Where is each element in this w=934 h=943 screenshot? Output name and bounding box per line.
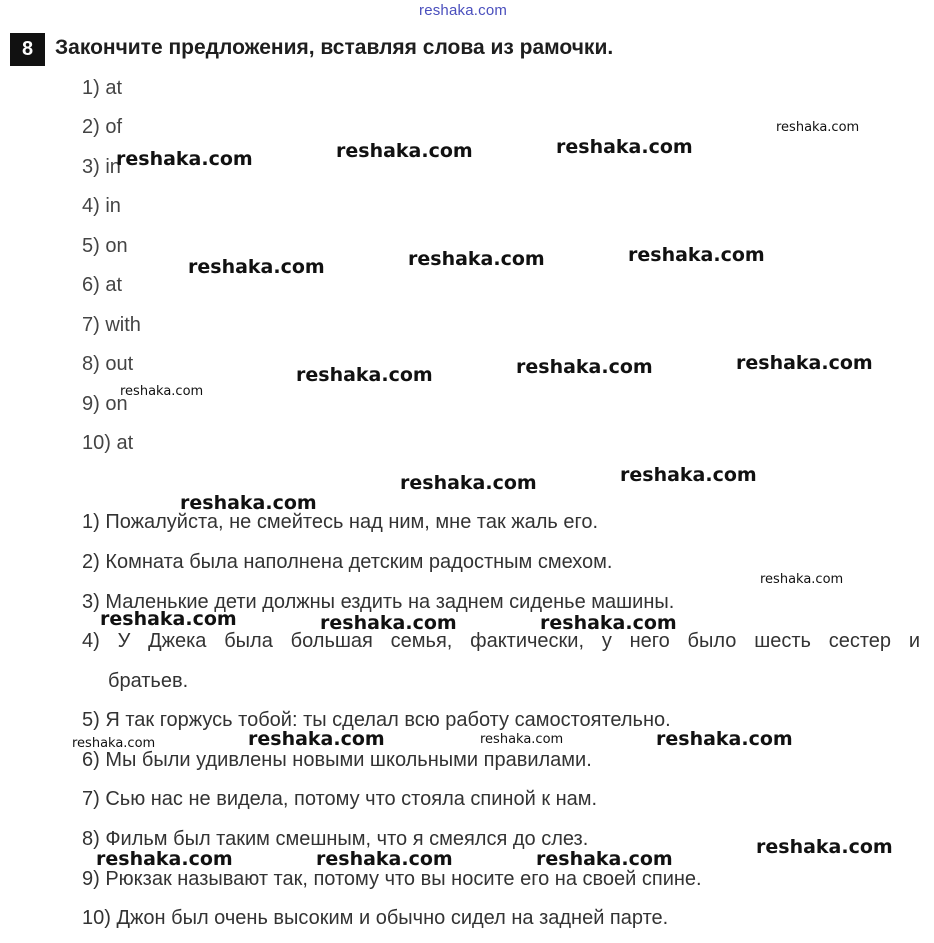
answer-item: 3) in <box>82 156 121 178</box>
watermark: reshaka.com <box>480 732 564 747</box>
watermark: reshaka.com <box>96 848 233 870</box>
watermark: reshaka.com <box>100 608 237 630</box>
watermark: reshaka.com <box>760 572 844 587</box>
watermark: reshaka.com <box>536 848 673 870</box>
watermark: reshaka.com <box>756 836 893 858</box>
task-title: Закончите предложения, вставляя слова из рамочки. <box>55 36 614 59</box>
watermark: reshaka.com <box>180 492 317 514</box>
watermark: reshaka.com <box>408 248 545 270</box>
sentence-item: 2) Комната была наполнена детским радостным смехом. <box>82 551 613 573</box>
sentence-item: 1) Пожалуйста, не смейтесь над ним, мне так жаль его. <box>82 511 599 533</box>
watermark: reshaka.com <box>556 136 693 158</box>
answer-item: 7) with <box>82 314 141 336</box>
watermark: reshaka.com <box>400 472 537 494</box>
watermark: reshaka.com <box>540 612 677 634</box>
answer-item: 8) out <box>82 353 134 375</box>
answer-item: 6) at <box>82 274 123 296</box>
sentence-item: 3) Маленькие дети должны ездить на заднем сиденье машины. <box>82 591 675 613</box>
watermark: reshaka.com <box>736 352 873 374</box>
answer-item: 1) at <box>82 77 123 99</box>
sentence-continuation: братьев. <box>108 670 189 692</box>
watermark: reshaka.com <box>72 736 156 751</box>
watermark: reshaka.com <box>296 364 433 386</box>
watermark: reshaka.com <box>120 384 204 399</box>
sentence-item: 8) Фильм был таким смешным, что я смеялся до слез. <box>82 828 589 850</box>
answer-item: 10) at <box>82 432 134 454</box>
watermark: reshaka.com <box>248 728 385 750</box>
watermark: reshaka.com <box>188 256 325 278</box>
watermark: reshaka.com <box>320 612 457 634</box>
answer-item: 9) on <box>82 393 128 415</box>
watermark: reshaka.com <box>316 848 453 870</box>
watermark: reshaka.com <box>516 356 653 378</box>
answer-item: 5) on <box>82 235 128 257</box>
watermark: reshaka.com <box>336 140 473 162</box>
watermark: reshaka.com <box>776 120 860 135</box>
sentence-item: 5) Я так горжусь тобой: ты сделал всю работу самостоятельно. <box>82 709 671 731</box>
watermark: reshaka.com <box>116 148 253 170</box>
watermark: reshaka.com <box>628 244 765 266</box>
sentence-item: 7) Сью нас не видела, потому что стояла спиной к нам. <box>82 788 598 810</box>
watermark: reshaka.com <box>620 464 757 486</box>
site-header-link[interactable]: reshaka.com <box>419 2 508 19</box>
watermark: reshaka.com <box>656 728 793 750</box>
sentence-item: 6) Мы были удивлены новыми школьными правилами. <box>82 749 592 771</box>
task-number-badge: 8 <box>10 33 45 66</box>
sentence-item: 4) У Джека была большая семья, фактически, у него было шесть сестер и <box>82 630 920 652</box>
answer-item: 4) in <box>82 195 121 217</box>
answer-item: 2) of <box>82 116 123 138</box>
sentence-item: 9) Рюкзак называют так, потому что вы носите его на своей спине. <box>82 868 702 890</box>
sentence-item: 10) Джон был очень высоким и обычно сидел на задней парте. <box>82 907 669 929</box>
